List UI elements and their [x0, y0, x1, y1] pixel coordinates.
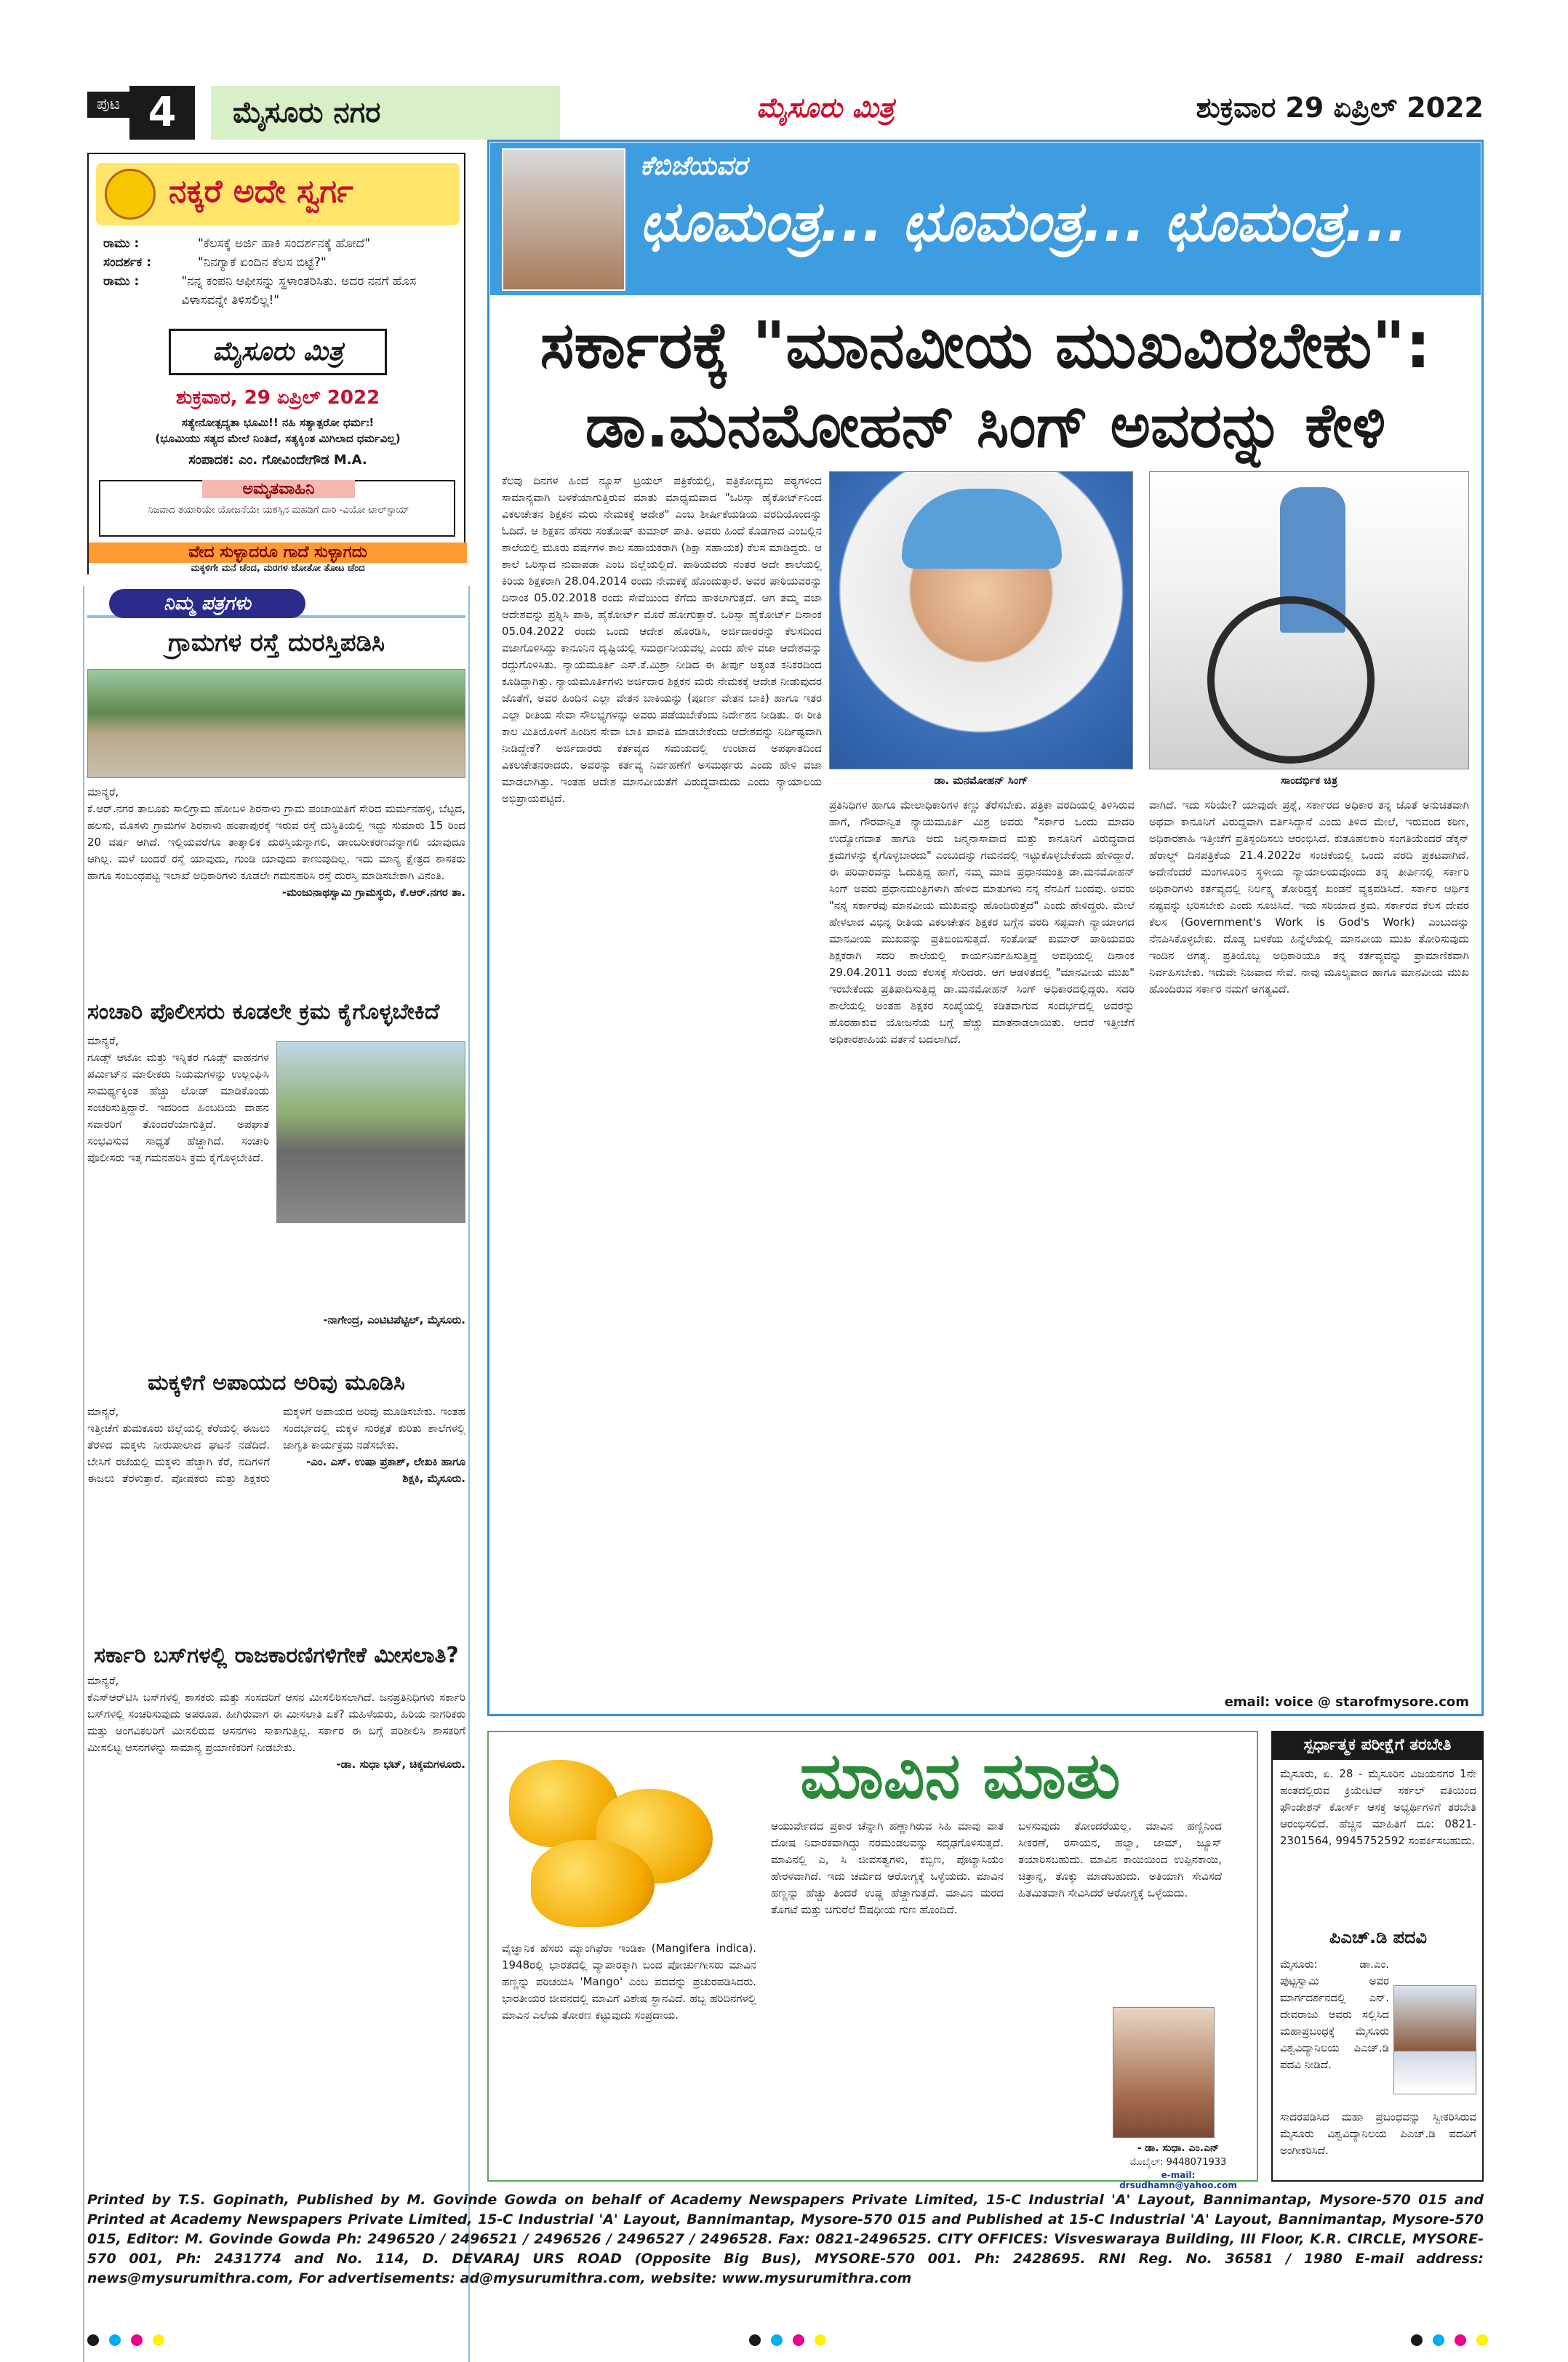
- letter-signature: -ನಾಗೇಂದ್ರ, ಎಂಟಿಟಿಪೆಟ್ಟಿಲ್, ಮೈಸೂರು.: [323, 1313, 465, 1326]
- letter: [87, 784, 465, 901]
- exam-title: ಸ್ಪರ್ಧಾತ್ಮಕ ಪರೀಕ್ಷೆಗೆ ತರಬೇತಿ: [1271, 1731, 1484, 1760]
- road-photo: [87, 669, 465, 778]
- section-name: ಮೈಸೂರು ನಗರ: [211, 86, 560, 140]
- amrutha-title: ಅಮೃತವಾಹಿನಿ: [202, 480, 355, 498]
- mango-column: ವೈಜ್ಞಾನಿಕ ಹೆಸರು ಮ್ಯಾಂಗಿಫೆರಾ ಇಂಡಿಕಾ (Mangifera indica). 1948ರಲ್ಲಿ ಭಾರತದಲ್ಲಿ ವ್ಯಾಪಾರಕ್ಕಾಗಿ ಬಂದ ಪೋರ್ಚುಗೀಸರು ಮಾವಿನ ಹಣ್ಣನ್ನು ಪರಿಚಯಿಸಿ 'Mango' ಎಂಬ ಪದವನ್ನು ಪ್ರಚುರಪಡಿಸಿದರು. ಭಾರತೀಯರ ಜೀವನದಲ್ಲಿ ಮಾವಿಗೆ ವಿಶೇಷ ಸ್ಥಾನವಿದೆ. ಹಬ್ಬ ಹರಿದಿನಗಳಲ್ಲಿ ಮಾವಿನ ಎಲೆಯ ತೋರಣ ಕಟ್ಟುವುದು ಸಂಪ್ರದಾಯ.: [502, 1942, 756, 2022]
- joke-dialogue: [103, 234, 460, 310]
- joke-text: "ನನ್ನ ಕಂಪನಿ ಆಫೀಸನ್ನು ಸ್ಥಳಾಂತರಿಸಿತು. ಅದರ ನನಗೆ ಹೊಸ ವಿಳಾಸವನ್ನೇ ತಿಳಿಸಲಿಲ್ಲ!": [181, 274, 417, 308]
- motto-line: ಸತ್ಯೇನೋತ್ಪದ್ಯತಾ ಭೂಮಿ!! ನಹಿ ಸತ್ಯಾತ್ಪರೋ ಧರ್ಮಃ!: [181, 416, 375, 429]
- mango-column: ಆಯುರ್ವೇದದ ಪ್ರಕಾರ ಚೆನ್ನಾಗಿ ಹಣ್ಣಾಗಿರುವ ಸಿಹಿ ಮಾವು ವಾತ ದೋಷ ನಿವಾರಕವಾಗಿದ್ದು ನರಮಂಡಲವನ್ನು ಸದೃಢಗೊಳಿಸುತ್ತದೆ. ಮಾವಿನಲ್ಲಿ ಎ, ಸಿ ಜೀವಸತ್ವಗಳು, ಕಬ್ಬಿಣ, ಪೊಟ್ಯಾಸಿಯಂ ಹೇರಳವಾಗಿದೆ. ಇದು ಚರ್ಮದ ಆರೋಗ್ಯಕ್ಕೆ ಒಳ್ಳೆಯದು. ಮಾವಿನ ಹಣ್ಣನ್ನು ಹೆಚ್ಚು ತಿಂದರೆ ಉಷ್ಣ ಹೆಚ್ಚಾಗುತ್ತದೆ. ಮಾವಿನ ಮರದ ತೊಗಟೆ ಮತ್ತು ಚಿಗುರೆಲೆ ಔಷಧೀಯ ಗುಣ ಹೊಂದಿದೆ.: [771, 1819, 1004, 1916]
- mango-photo: [502, 1745, 720, 1934]
- mango-column: ಬಳಸುವುದು ತೋಂದರೆಯಲ್ಲ. ಮಾವಿನ ಹಣ್ಣಿನಿಂದ ಸೀಕರಣೆ, ರಸಾಯನ, ಹಲ್ವಾ, ಜಾಮ್, ಜ್ಯೂಸ್ ತಯಾರಿಸಬಹುದು. ಮಾವಿನ ಕಾಯಿಯಿಂದ ಉಪ್ಪಿನಕಾಯಿ, ಚಿತ್ರಾನ್ನ, ತೊಕ್ಕು ಮಾಡಬಹುದು. ಅತಿಯಾಗಿ ಸೇವಿಸದೆ ಹಿತಮಿತವಾಗಿ ಸೇವಿಸಿದರೆ ಆರೋಗ್ಯಕ್ಕೆ ಒಳ್ಳೆಯದು.: [1018, 1819, 1222, 1899]
- printer-imprint: Printed by T.S. Gopinath, Published by M. Govinde Gowda on behalf of Academy Newspapers Private Limited, 15-C Industrial 'A' Layout, Bannimantap, Mysore-570 015 and Printed at Academy Newspapers Private Limited, 15-C Industrial 'A' Layout, Bannimantap, Mysore-570 015 and Published at 15-C Industrial 'A' Layout, Bannimantap, Mysore-570 015, Editor: M. Govinde Gowda Ph: 2496520 / 2496521 / 2496526 / 2496527 / 2496528. Fax: 0821-2496525. CITY OFFICES: Visveswaraya Building, III Floor, K.R. CIRCLE, MYSORE-570 001, Ph: 2431774 and No. 114, D. DEVARAJ URS ROAD (Opposite Big Bus), MYSORE-570 001. Ph: 2428695. RNI Reg. No. 36581 / 1980 E-mail address: news@mysurumithra.com, For advertisements: ad@mysurumithra.com, website: www.mysurumithra.com: [87, 2192, 1484, 2286]
- story-column: ಕೆಲವು ದಿನಗಳ ಹಿಂದೆ ನ್ಯೂಸ್ ಟ್ರಯಲ್ ಪತ್ರಿಕೆಯಲ್ಲಿ, ಪತ್ರಿಕೋದ್ಯಮ ಪಠ್ಯಗಳಿಂದ ಸಾಮಾನ್ಯವಾಗಿ ಬಳಕೆಯಾಗುತ್ತಿರುವ ಮಾತು ಮಾಧ್ಯಮವಾದ "ಒರಿಸ್ಸಾ ಹೈಕೋರ್ಟ್‌ನಿಂದ ವಿಕಲಚೇತನ ಶಿಕ್ಷಕನ ಮರು ನೇಮಕಕ್ಕೆ ಆದೇಶ" ಎಂಬ ಶೀರ್ಷಿಕೆಯಡಿಯ ವರದಿಯೊಂದನ್ನು ಓದಿದೆ. ಆ ಶಿಕ್ಷಕನ ಹೆಸರು ಸಂತೋಷ್ ಕುಮಾರ್ ಪಾತಿ. ಅವರು ಹಿಂದೆ ಕೊಡಗಾದ ಎಂಬಲ್ಲಿನ ಶಾಲೆಯಲ್ಲಿ ಮೂರು ವರ್ಷಗಳ ಕಾಲ ಸಹಾಯಕರಾಗಿ (ಶಿಕ್ಷಾ ಸಹಾಯಕ) ಕೆಲಸ ಮಾಡಿದ್ದರು. ಆ ಶಾಲೆ ಒರಿಸ್ಸಾದ ನುವಾಪಡಾ ಎಂಬ ಜಿಲ್ಲೆಯಲ್ಲಿದೆ. ಪಾಠಿಯವರು ನಂತರ ಅದೇ ಶಾಲೆಯಲ್ಲಿ ಕಿರಿಯ ಶಿಕ್ಷಕರಾಗಿ 28.04.2014 ರಂದು ನೇಮಕಕ್ಕೆ ಹೊಂದುತ್ತಾರೆ. ಅವರ ಪಾಠಿಯವರನ್ನು ದಿನಾಂಕ 05.02.2018 ರಂದು ಸೇವೆಯಿಂದ ಕೆಗೆದು ಹಾಕಲಾಗುತ್ತದೆ. ಆಗ ತಮ್ಮ ವಜಾ ಆದೇಶವನ್ನು ಪ್ರಶ್ನಿಸಿ ಪಾಠಿ, ಹೈಕೋರ್ಟ್ ಮೊರೆ ಹೋಗುತ್ತಾರೆ. ಒರಿಸ್ಸಾ ಹೈಕೋರ್ಟ್ ದಿನಾಂಕ 05.04.2022 ರಂದು ಒಂದು ಆದೇಶ ಹೊರಡಿಸಿ, ಅರ್ಜಿದಾರರನ್ನು ಕೆಲಸದಿಂದ ವಜಾಗೊಳಿಸಿದ್ದು ಕಾನೂನಿನ ದೃಷ್ಟಿಯಲ್ಲಿ ಸಮರ್ಥನೀಯವಲ್ಲ ಎಂದು ಹೇಳಿ ವಜಾ ಆದೇಶವನ್ನು ರದ್ದುಗೊಳಿಸಿತು. ನ್ಯಾಯಮೂರ್ತಿ ಎಸ್.ಕೆ.ಮಿಶ್ರಾ ನೀಡಿದ ಈ ತೀರ್ಪು ಅತ್ಯಂತ ಕನಿಕರದಿಂದ ಕೂಡಿದ್ದಾಗಿತ್ತು. ನ್ಯಾಯಮೂರ್ತಿಗಳು ಅರ್ಜಿದಾರ ಶಿಕ್ಷಕನ ಮರು ನೇಮಕಕ್ಕೆ ಆದೇಶ ನೀಡುವುದರ ಜೊತೆಗೆ, ಅವರ ಹಿಂದಿನ ಎಲ್ಲಾ ವೇತನ ಬಾಕಿಯನ್ನು (ಪೂರ್ಣ ವೇತನ ಬಾಕಿ) ಹಾಗೂ ಇತರ ಎಲ್ಲಾ ರೀತಿಯ ಸೇವಾ ಸೌಲಭ್ಯಗಳನ್ನು ಅವರು ಪಡೆಯಬೇಕೆಂದು ನಿರ್ದೇಶನ ನೀಡಿತು. ಈ ರೀತಿ ಕಾಲ ಮಿತಿಯೊಳಗೆ ಹಿಂದಿನ ಸೇವಾ ಬಾಕಿ ಪಾವತಿ ಮಾಡಬೇಕೆಂದು ಆದೇಶವನ್ನು ನಿರ್ದಿಷ್ಟವಾಗಿ ನೀಡಿದ್ದೇಕೆ? ಅರ್ಜಿದಾರರು ಕರ್ತವ್ಯದ ಸಮಯದಲ್ಲಿ ಉಂಟಾದ ಅಪಘಾತದಿಂದ ವಿಕಲಚೇತನರಾದರು. ಅವರನ್ನು ಕರ್ತವ್ಯ ನಿರ್ವಹಣೆಗೆ ಅಸಮರ್ಥರು ಎಂದು ಹೇಳಿ ವಜಾ ಮಾಡಲಾಗಿತ್ತು. ಇಂತಹ ಆದೇಶ ಮಾನವೀಯತೆಗೆ ವಿರುದ್ಧವಾದುದು ಎಂದು ನ್ಯಾಯಾಲಯ ಅಭಿಪ್ರಾಯಪಟ್ಟಿದೆ.: [502, 474, 822, 805]
- joke-line: [103, 253, 460, 272]
- page-label: ಪುಟ: [87, 92, 129, 118]
- letter: [87, 1404, 465, 1487]
- registration-marks: [87, 2334, 164, 2346]
- registration-dot: [815, 2334, 826, 2346]
- joke-title: ನಕ್ಕರೆ ಅದೇ ಸ್ವರ್ಗ: [169, 173, 353, 210]
- registration-dot: [1476, 2334, 1488, 2346]
- letter-headline: ಸರ್ಕಾರಿ ಬಸ್‌ಗಳಲ್ಲಿ ರಾಜಕಾರಣಿಗಳಿಗೇಕೆ ಮೀಸಲಾತಿ?: [94, 1643, 459, 1668]
- main-headline: ಸರ್ಕಾರಕ್ಕೆ "ಮಾನವೀಯ ಮುಖವಿರಬೇಕು":: [540, 308, 1431, 383]
- proverb-box: [89, 543, 467, 575]
- story-email: email: voice @ starofmysore.com: [1224, 1694, 1469, 1710]
- letter-salutation: ಮಾನ್ಯರೆ,: [87, 1405, 119, 1418]
- motto-line: (ಭೂಮಿಯು ಸತ್ಯದ ಮೇಲೆ ನಿಂತಿದೆ, ಸತ್ಯಕ್ಕಿಂತ ಮಿಗಿಲಾದ ಧರ್ಮವಿಲ್ಲ): [155, 432, 401, 445]
- joke-line: [103, 272, 460, 310]
- motto: [89, 415, 467, 447]
- author-email: e-mail: drsudhamn@yahoo.com: [1119, 2170, 1237, 2190]
- joke-text: "ನಿನಗ್ಯಾಕೆ ಏಂದಿನ ಕೆಲಸ ಬಿಟ್ಟೆ?": [198, 255, 327, 270]
- phd-recipient-photo: [1393, 1985, 1476, 2094]
- wheel-shape: [1207, 596, 1375, 764]
- goods-vehicle-photo: [276, 1041, 465, 1223]
- letters-title: ನಿಮ್ಮ ಪತ್ರಗಳು: [109, 589, 305, 618]
- mango-fruit: [531, 1840, 655, 1927]
- laughing-face-icon: [105, 169, 156, 220]
- registration-dot: [153, 2334, 164, 2346]
- exam-body: ಮೈಸೂರು, ಏ. 28 - ಮೈಸೂರಿನ ವಿಜಯನಗರ 1ನೇ ಹಂತದಲ್ಲಿರುವ ಕ್ರಿಯೇಟಿವ್ ಸರ್ಕಲ್ ವತಿಯಿಂದ ಫೌಂಡೇಶನ್ ಕೋರ್ಸ್ ಆಸಕ್ತ ಅಭ್ಯರ್ಥಿಗಳಿಗೆ ತರಬೇತಿ ಆರಂಭಿಸಲಿದೆ. ಹೆಚ್ಚಿನ ಮಾಹಿತಿಗೆ ದೂ: 0821-2301564, 9945752592 ಸಂಪರ್ಕಿಸಬಹುದು.: [1280, 1767, 1476, 1847]
- joke-header: [96, 163, 460, 225]
- photo-caption: ಸಾಂದರ್ಭಿಕ ಚಿತ್ರ: [1280, 774, 1338, 787]
- registration-marks: [749, 2334, 826, 2346]
- joke-box: [87, 153, 465, 575]
- main-headline-line2: ಡಾ.ಮನಮೋಹನ್ ಸಿಂಗ್ ಅವರನ್ನು ಕೇಳಿ: [585, 390, 1386, 461]
- letter-signature: -ಎಂ. ಎಸ್. ಉಷಾ ಪ್ರಕಾಶ್, ಲೇಖಕಿ ಹಾಗೂ ಶಿಕ್ಷಕಿ, ಮೈಸೂರು.: [306, 1455, 465, 1485]
- phd-body: ಮೈಸೂರು: ಡಾ.ಎಂ. ಪುಟ್ಟಸ್ವಾಮಿ ಅವರ ಮಾರ್ಗದರ್ಶನದಲ್ಲಿ ಎನ್. ದೇವರಾಜು ಅವರು ಸಲ್ಲಿಸಿದ ಮಹಾಪ್ರಬಂಧಕ್ಕೆ ಮೈಸೂರು ವಿಶ್ವವಿದ್ಯಾನಿಲಯ ಪಿಎಚ್.ಡಿ ಪದವಿ ನೀಡಿದೆ.: [1280, 1958, 1389, 2071]
- joke-speaker: ರಾಮು :: [103, 236, 140, 251]
- joke-speaker: ಸಂದರ್ಶಕ :: [103, 255, 152, 270]
- author-photo: [1113, 2007, 1215, 2138]
- letter: [87, 1673, 465, 1773]
- registration-dot: [1411, 2334, 1423, 2346]
- letter-body: ಇತ್ತೀಚೆಗೆ ತುಮಕೂರು ಜಿಲ್ಲೆಯಲ್ಲಿ ಕೆರೆಯಲ್ಲಿ ಈಜಲು ತೆರಳಿದ ಮಕ್ಕಳು ನೀರುಪಾಲಾದ ಘಟನೆ ನಡೆದಿದೆ. ಬೇಸಿಗೆ ರಜೆಯಲ್ಲಿ ಮಕ್ಕಳು ಹೆಚ್ಚಾಗಿ ಕೆರೆ, ನದಿಗಳಿಗೆ ಈಜಲು ತೆರಳುತ್ತಾರೆ. ಪೋಷಕರು ಮತ್ತು ಶಿಕ್ಷಕರು ಮಕ್ಕಳಿಗೆ ಅಪಾಯದ ಅರಿವು ಮೂಡಿಸಬೇಕು. ಇಂತಹ ಸಂದರ್ಭದಲ್ಲಿ ಮಕ್ಕಳ ಸುರಕ್ಷತೆ ಕುರಿತು ಶಾಲೆಗಳಲ್ಲಿ ಜಾಗೃತಿ ಕಾರ್ಯಕ್ರಮ ನಡೆಸಬೇಕು.: [87, 1405, 465, 1485]
- author-mobile: ಮೊಬೈಲ್: 9448071933: [1129, 2157, 1227, 2168]
- amrutha-text: ನಿಜವಾದ ತಯಾರಿಯೇ ಯೋಜನೆಯೇ ಯಶಸ್ಸಿನ ಮಹಡಿಗೆ ದಾರಿ -ವಿಯೋ ಟಾಲ್‌ಸ್ಟಾಯ್: [148, 505, 409, 516]
- column-title: ಛೂಮಂತ್ರ... ಛೂಮಂತ್ರ... ಛೂಮಂತ್ರ...: [640, 189, 1408, 254]
- proverb-text: ಮಕ್ಕಳಿಗೇ ಮನೆ ಚೆಂದ, ಮರಗಳ ಜೋತೋ ತೋಟ ಚೆಂದ: [191, 563, 365, 574]
- phd-title: ಪಿಎಚ್.ಡಿ ಪದವಿ: [1329, 1927, 1427, 1947]
- letter-salutation: ಮಾನ್ಯರೆ,: [87, 785, 119, 798]
- registration-marks: [1411, 2334, 1488, 2346]
- editor-line: ಸಂಪಾದಕ: ಎಂ. ಗೋವಿಂದೇಗೌಡ M.A.: [188, 452, 367, 468]
- registration-dot: [771, 2334, 783, 2346]
- page-number: 4: [129, 86, 195, 140]
- letter-signature: -ಡಾ. ಸುಧಾ ಭಟ್, ಚಿಕ್ಕಮಗಳೂರು.: [336, 1758, 465, 1771]
- joke-speaker: ರಾಮು :: [103, 274, 140, 289]
- author-name: - ಡಾ. ಸುಧಾ. ಎಂ.ಎನ್: [1137, 2142, 1220, 2154]
- letter-salutation: ಮಾನ್ಯರೆ,: [87, 1674, 119, 1687]
- amrutha-box: [99, 480, 455, 537]
- joke-line: [103, 234, 460, 253]
- letter-headline: ಮಕ್ಕಳಿಗೆ ಅಪಾಯದ ಅರಿವು ಮೂಡಿಸಿ: [148, 1370, 405, 1396]
- letter-body: ಕೆಎಸ್‌ಆರ್‌ಟಿಸಿ ಬಸ್‌ಗಳಲ್ಲಿ ಶಾಸಕರು ಮತ್ತು ಸಂಸದರಿಗೆ ಆಸನ ಮೀಸಲಿರಿಸಲಾಗಿದೆ. ಜನಪ್ರತಿನಿಧಿಗಳು ಸರ್ಕಾರಿ ಬಸ್‌ಗಳಲ್ಲಿ ಸಂಚರಿಸುವುದು ಅಪರೂಪ. ಹೀಗಿರುವಾಗ ಈ ಮೀಸಲಾತಿ ಏಕೆ? ಮಹಿಳೆಯರು, ಹಿರಿಯ ನಾಗರಿಕರು ಮತ್ತು ಅಂಗವಿಕಲರಿಗೆ ಮೀಸಲಿರುವ ಆಸನಗಳು ಸಾಕಾಗುತ್ತಿಲ್ಲ. ಸರ್ಕಾರ ಈ ಬಗ್ಗೆ ಪರಿಶೀಲಿಸಿ ಶಾಸಕರಿಗೆ ಮೀಸಲಿಟ್ಟ ಆಸನಗಳನ್ನು ಸಾಮಾನ್ಯ ಪ್ರಯಾಣಿಕರಿಗೆ ನೀಡಬೇಕು.: [87, 1691, 465, 1754]
- issue-date: ಶುಕ್ರವಾರ 29 ಏಪ್ರಿಲ್ 2022: [1196, 92, 1484, 124]
- story-column: ವಾಗಿದೆ. ಇದು ಸರಿಯೇ? ಯಾವುದೇ ಪ್ರಶ್ನೆ, ಸರ್ಕಾರದ ಅಧಿಕಾರ ತನ್ನ ಜೊತೆ ಅನುಚಿತವಾಗಿ ಅಥವಾ ಕಾನೂನಿಗೆ ವಿರುದ್ಧವಾಗಿ ವರ್ತಿಸಿದ್ದಾನೆ ಎಂದು ತಿಳಿದ ಮೇಲೆ, ಇರುವಂದ ಕಠಿಣ, ಅಧಿಕಾರಶಾಹಿ ಇತ್ತೀಚೆಗೆ ಪ್ರತಿಸ್ಪಂದಿಸಲು ಆರಂಭಿಸಿದೆ. ಕುತೂಹಲಕಾರಿ ಸಂಗತಿಯೆಂದರೆ ಡೆಕ್ಕನ್ ಹೆರಾಲ್ಡ್ ದಿನಪತ್ರಿಕೆಯ 21.4.2022ರ ಸಂಚಿಕೆಯಲ್ಲಿ ಒಂದು ವರದಿ ಪ್ರಕಟವಾಗಿದೆ. ಅದೇನೆಂದರೆ ಮಂಗಳೂರಿನ ಸ್ಥಳೀಯ ನ್ಯಾಯಾಲಯವೊಂದು ತನ್ನ ತೀರ್ಪಿನಲ್ಲಿ ಸರ್ಕಾರಿ ಅಧಿಕಾರಿಗಳು ಕರ್ತವ್ಯದಲ್ಲಿ ನಿರ್ಲಕ್ಷ್ಯ ತೋರಿದ್ದಕ್ಕೆ ಖಂಡನೆ ವ್ಯಕ್ತಪಡಿಸಿದೆ. ಸರ್ಕಾರ ಆರ್ಥಿಕ ನಷ್ಟವನ್ನು ಭರಿಸಬೇಕು ಎಂದು ಸೂಚಿಸಿದೆ. ಇದು ಸರಿಯಾದ ಕ್ರಮ. ಸರ್ಕಾರದ ಕೆಲಸ ದೇವರ ಕೆಲಸ (Government's Work is God's Work) ಎಂಬುದನ್ನು ನೆನಪಿಸಿಕೊಳ್ಳಬೇಕು. ದೊಡ್ಡ ಬಳಕೆಯ ಹಿನ್ನೆಲೆಯಲ್ಲಿ ಮಾನವೀಯ ಮುಖ ತೋರಿಸುವುದು ಇಂದಿನ ಅಗತ್ಯ. ಪ್ರತಿಯೊಬ್ಬ ಅಧಿಕಾರಿಯೂ ತನ್ನ ಕರ್ತವ್ಯವನ್ನು ಪ್ರಾಮಾಣಿಕವಾಗಿ ನಿರ್ವಹಿಸಬೇಕು. ಇದುವೇ ನಿಜವಾದ ಸೇವೆ. ನಾವು ಮೂಲ್ಯವಾದ ಹಾಗೂ ಮಾನವೀಯ ಮುಖ ಹೊಂದಿರುವ ಸರ್ಕಾರ ನಮಗೆ ಅಗತ್ಯವಿದೆ.: [1149, 798, 1469, 996]
- proverb-title: ವೇದ ಸುಳ್ಳಾದರೂ ಗಾದೆ ಸುಳ್ಳಾಗದು: [89, 543, 467, 563]
- letter-headline: ಸಂಚಾರಿ ಪೊಲೀಸರು ಕೂಡಲೇ ಕ್ರಮ ಕೈಗೊಳ್ಳಬೇಕಿದೆ: [87, 999, 440, 1025]
- columnist-photo: [502, 148, 625, 291]
- letter-headline: ಗ್ರಾಮಗಳ ರಸ್ತೆ ದುರಸ್ತಿಪಡಿಸಿ: [167, 628, 385, 657]
- photo-caption: ಡಾ. ಮನಮೋಹನ್ ಸಿಂಗ್: [934, 774, 1028, 787]
- page-masthead: [87, 86, 1484, 140]
- mango-title: ಮಾವಿನ ಮಾತು: [800, 1738, 1121, 1813]
- letter-body: ಗೂಡ್ಸ್ ಆಟೋ ಮತ್ತು ಇನ್ನಿತರ ಗೂಡ್ಸ್ ವಾಹನಗಳ ಪರ್ಮಿಟ್‌ನ ಮಾಲೀಕರು ನಿಯಮಗಳನ್ನು ಉಲ್ಲಂಘಿಸಿ ಸಾಮರ್ಥ್ಯಕ್ಕಿಂತ ಹೆಚ್ಚು ಲೋಡ್ ಮಾಡಿಕೊಂಡು ಸಂಚರಿಸುತ್ತಿದ್ದಾರೆ. ಇದರಿಂದ ಹಿಂಬದಿಯ ವಾಹನ ಸವಾರರಿಗೆ ತೊಂದರೆಯಾಗುತ್ತಿದೆ. ಅಪಘಾತ ಸಂಭವಿಸುವ ಸಾಧ್ಯತೆ ಹೆಚ್ಚಾಗಿದೆ. ಸಂಚಾರಿ ಪೊಲೀಸರು ಇತ್ತ ಗಮನಹರಿಸಿ ಕ್ರಮ ಕೈಗೊಳ್ಳಬೇಕಿದೆ.: [87, 1051, 269, 1164]
- letter-salutation: ಮಾನ್ಯರೆ,: [87, 1034, 119, 1047]
- registration-dot: [1455, 2334, 1466, 2346]
- registration-dot: [131, 2334, 143, 2346]
- letters-banner: [87, 589, 465, 621]
- registration-dot: [793, 2334, 804, 2346]
- registration-dot: [749, 2334, 761, 2346]
- registration-dot: [87, 2334, 99, 2346]
- registration-dot: [109, 2334, 121, 2346]
- column-tag: ಕೆಬಿಜೆಯವರ: [640, 151, 748, 181]
- mini-masthead: ಮೈಸೂರು ಮಿತ್ರ: [169, 329, 387, 375]
- letter-body: ಕೆ.ಆರ್.ನಗರ ತಾಲೂಕು ಸಾಲಿಗ್ರಾಮ ಹೋಬಳಿ ಶಿರನಾಳು ಗ್ರಾಮ ಪಂಚಾಯಿತಿಗೆ ಸೇರಿದ ಮರ್ಮನಹಳ್ಳಿ, ಬೆಟ್ಟದ, ಹಲಸು, ಮೊಸಳು ಗ್ರಾಮಗಳ ಶಿರನಾಳು ಹಂಪಾಪುರಕ್ಕೆ ಇರುವ ರಸ್ತೆ ದುಸ್ಥಿತಿಯಲ್ಲಿ ಇದ್ದು ಸುಮಾರು 15 ರಿಂದ 20 ವರ್ಷ ಆಗಿದೆ. ಇಲ್ಲಿಯವರೆಗೂ ತಾತ್ಕಾಲಿಕ ದುರಸ್ತಿಯನ್ನಾಗಲಿ, ಡಾಂಬರೀಕರಣವನ್ನಾಗಲಿ ಯಾವುದೂ ಆಗಿಲ್ಲ. ಮಳೆ ಬಂದರೆ ರಸ್ತೆ ಯಾವುದು, ಗುಂಡಿ ಯಾವುದು ಕಾಣುವುದಿಲ್ಲ. ಇದು ಮಾನ್ಯ ಕ್ಷೇತ್ರದ ಶಾಸಕರು ಹಾಗೂ ಸಂಬಂಧಪಟ್ಟ ಇಲಾಖೆ ಅಧಿಕಾರಿಗಳು ಕೂಡಲೇ ಗಮನಹರಿಸಿ ರಸ್ತೆ ದುರಸ್ತಿ ಮಾಡಿಸಬೇಕಾಗಿ ವಿನಂತಿ.: [87, 802, 465, 882]
- mini-date: ಶುಕ್ರವಾರ, 29 ಏಪ್ರಿಲ್ 2022: [175, 387, 380, 409]
- paper-logo: ಮೈಸೂರು ಮಿತ್ರ: [756, 92, 895, 124]
- story-column: ಪ್ರತಿನಿಧಿಗಳ ಹಾಗೂ ಮೇಲಾಧಿಕಾರಿಗಳ ಕಣ್ಣು ತೆರೆಸಬೇಕು. ಪತ್ರಿಕಾ ವರದಿಯಲ್ಲಿ ತಿಳಿಸಿರುವ ಹಾಗೆ, ಗೌರವಾನ್ವಿತ ನ್ಯಾಯಮೂರ್ತಿ ಮಿಶ್ರ ಅವರು "ಸರ್ಕಾರ ಒಂದು ಮಾದರಿ ಉದ್ಯೋಗದಾತ ಹಾಗೂ ಅದು ಜನ್ಮನಾಸಾವಾದ ಮತ್ತು ಕಾನೂನಿಗೆ ವಿರುದ್ಧವಾದ ಕ್ರಮಗಳನ್ನು ಕೈಗೊಳ್ಳಬಾರದು" ಎಂಬುದನ್ನು ಗಮನದಲ್ಲಿ ಇಟ್ಟುಕೊಳ್ಳಬೇಕೆಂದು ಹೇಳಿದ್ದಾರೆ. ಈ ಪರಿವಾರವನ್ನು ಓದುತ್ತಿದ್ದ ಹಾಗೆ, ನಮ್ಮ ಮಾಜಿ ಪ್ರಧಾನಮಂತ್ರಿ ಡಾ.ಮನಮೋಹನ್ ಸಿಂಗ್ ಅವರು ಪ್ರಧಾನಮಂತ್ರಿಗಳಾಗಿ ಹೇಳಿದ ಮಾತುಗಳು ನನ್ನ ನೆನಪಿಗೆ ಬಂದವು. ಅವರು "ನನ್ನ ಸರ್ಕಾರವು ಮಾನವೀಯ ಮುಖವನ್ನು ಹೊಂದಿರುತ್ತದೆ" ಎಂದು ಹೇಳಿದ್ದರು. ಮೇಲೆ ಹೇಳಲಾದ ವಿಭಿನ್ನ ರೀತಿಯ ವಿಕಲಚೇತನ ಶಿಕ್ಷಕರ ಬಗ್ಗೆನ ವರದಿ ಸಪ್ಪವಾಗಿ ನ್ಯಾಯಾಂಗದ ಮಾನವೀಯ ಮುಖವನ್ನು ಪ್ರತಿಬಿಂಬಿಸುತ್ತದೆ. ಸಂತೋಷ್ ಕುಮಾರ್ ಪಾಠಿಯವರು ಶಿಕ್ಷಕರಾಗಿ ಸದರಿ ಶಾಲೆಯಲ್ಲಿ ಕಾರ್ಯನಿರ್ವಹಿಸುತ್ತಿದ್ದ ಅವಧಿಯಲ್ಲಿ ದಿನಾಂಕ 29.04.2011 ರಂದು ಕೆಲಸಕ್ಕೆ ಸೇರಿದರು. ಆಗ ಆಡಳಿತದಲ್ಲಿ "ಮಾನವೀಯ ಮುಖ" ಇರಬೇಕೆಂದು ಪ್ರತಿಪಾದಿಸುತ್ತಿದ್ದ ಡಾ.ಮನಮೋಹನ್ ಸಿಂಗ್ ಅಧಿಕಾರದಲ್ಲಿದ್ದರು. ಸದರಿ ಶಾಲೆಯಲ್ಲಿ ಅಂತಹ ಶಿಕ್ಷಕರ ಸಂಖ್ಯೆಯಲ್ಲಿ ಕಡಿತವಾಗುವ ಸಂದರ್ಭದಲ್ಲಿ ಅವರನ್ನು ಹೊರಹಾಕುವ ಯೋಜನೆಯ ಬಗ್ಗೆ ಹೆಚ್ಚು ಮಾತನಾಡಲಾಯಿತು. ಆದರೆ ಇತ್ತೀಚೆಗೆ ಅಧಿಕಾರಶಾಹಿಯ ವರ್ತನೆ ಬದಲಾಗಿದೆ.: [829, 798, 1135, 1046]
- joke-text: "ಕೆಲಸಕ್ಕೆ ಅರ್ಜಿ ಹಾಕಿ ಸಂದರ್ಶನಕ್ಕೆ ಹೋದೆ": [198, 236, 371, 251]
- registration-dot: [1433, 2334, 1444, 2346]
- letter-signature: -ಮಂಜುನಾಥಸ್ವಾಮಿ ಗ್ರಾಮಸ್ಥರು, ಕೆ.ಆರ್.ನಗರ ತಾ.: [281, 886, 465, 899]
- phd-body-continued: ಸಾದರಪಡಿಸಿದ ಮಹಾ ಪ್ರಬಂಧವನ್ನು ಸ್ವೀಕರಿಸಿರುವ ಮೈಸೂರು ವಿಶ್ವವಿದ್ಯಾನಿಲಯ ಪಿಎಚ್.ಡಿ ಪದವಿಗೆ ಅಂಗೀಕರಿಸಿದೆ.: [1280, 2110, 1476, 2157]
